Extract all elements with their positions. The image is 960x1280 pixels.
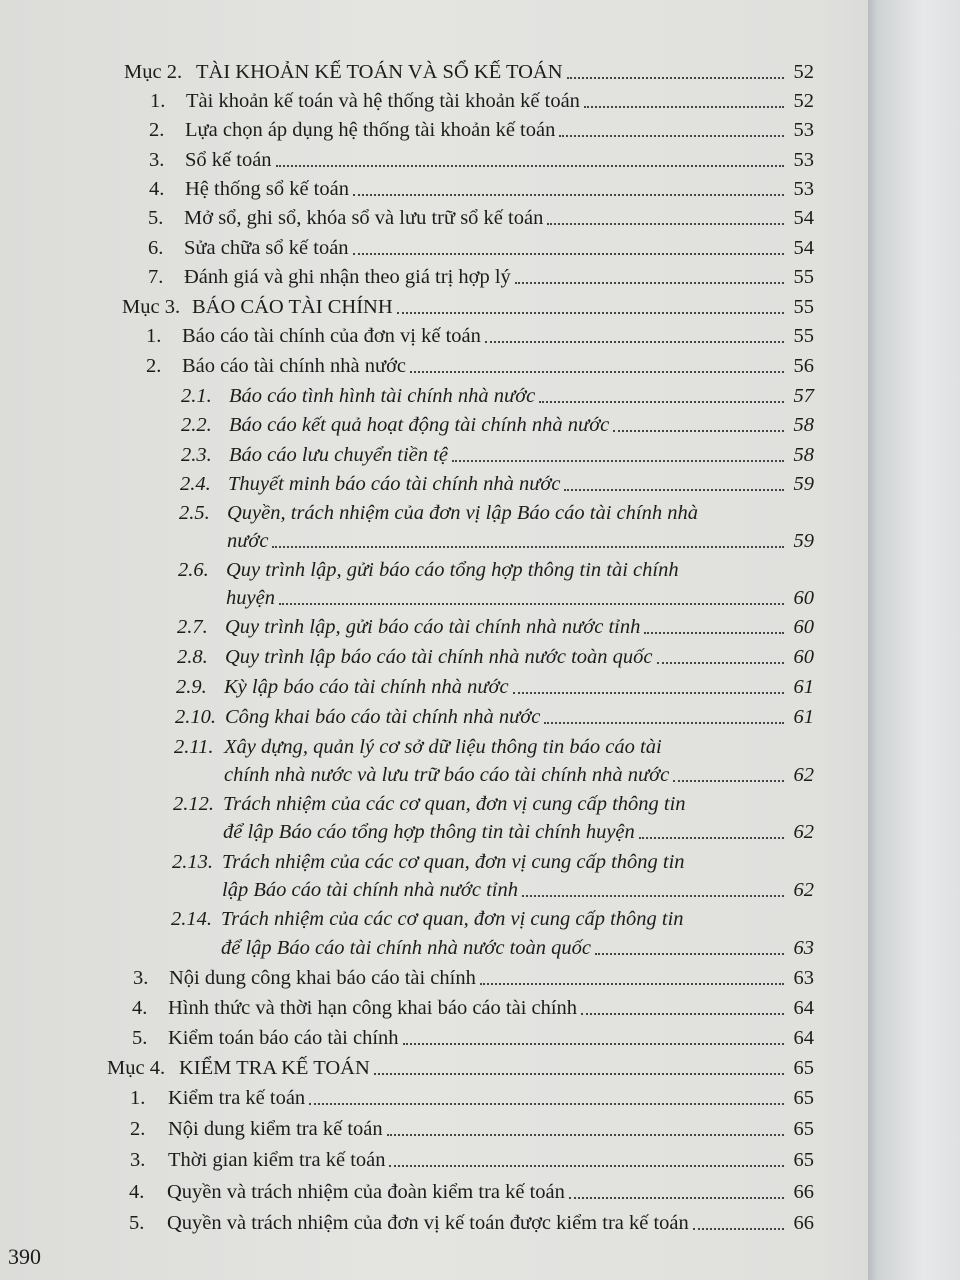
entry-page: 59: [793, 473, 814, 495]
dot-leader: [644, 632, 784, 634]
entry-number: 1.: [146, 325, 162, 347]
dot-leader: [353, 194, 784, 196]
entry-title: BÁO CÁO TÀI CHÍNH: [192, 296, 393, 318]
entry-page: 60: [793, 616, 814, 638]
entry-title: Sổ kế toán: [185, 149, 272, 171]
toc-entry[interactable]: [148, 206, 814, 230]
entry-title: Hình thức và thời hạn công khai báo cáo tài chính: [168, 997, 578, 1019]
entry-title: Công khai báo cáo tài chính nhà nước: [225, 706, 541, 728]
toc-entry[interactable]: [177, 645, 814, 669]
dot-leader: [547, 223, 784, 225]
entry-page: 57: [793, 385, 814, 407]
toc-entry[interactable]: [149, 118, 814, 142]
toc-entry[interactable]: [224, 763, 814, 787]
entry-title: Quyền và trách nhiệm của đoàn kiểm tra kế toán: [167, 1181, 565, 1203]
toc-entry[interactable]: [227, 529, 814, 553]
entry-number: 2.6.: [178, 559, 209, 581]
entry-number: 2.10.: [175, 706, 216, 728]
toc-entry-first-line[interactable]: [173, 792, 773, 816]
toc-entry[interactable]: [181, 413, 814, 437]
entry-number: 2.2.: [181, 414, 212, 436]
entry-title: Tài khoản kế toán và hệ thống tài khoản kế toán: [186, 90, 580, 112]
toc-entry[interactable]: [222, 878, 814, 902]
toc-entry[interactable]: [150, 89, 814, 113]
entry-number: 7.: [148, 266, 164, 288]
toc-entry[interactable]: [146, 354, 814, 378]
entry-number: 1.: [150, 90, 166, 112]
dot-leader: [276, 165, 784, 167]
entry-title: Kiểm tra kế toán: [168, 1087, 306, 1109]
toc-entry[interactable]: [129, 1180, 814, 1204]
entry-number: 2.9.: [176, 676, 207, 698]
entry-title: Sửa chữa sổ kế toán: [184, 237, 349, 259]
toc-entry[interactable]: [148, 236, 814, 260]
dot-leader: [564, 489, 784, 491]
toc-entry[interactable]: [107, 1056, 814, 1080]
entry-title: Mở sổ, ghi sổ, khóa sổ và lưu trữ sổ kế toán: [184, 207, 544, 229]
entry-page: 52: [793, 90, 814, 112]
toc-entry[interactable]: [149, 148, 814, 172]
entry-number: Mục 2.: [124, 61, 183, 83]
toc-entry[interactable]: [226, 586, 814, 610]
entry-page: 61: [793, 676, 814, 698]
page-number: 390: [8, 1244, 41, 1269]
entry-number: 2.: [149, 119, 165, 141]
toc-entry[interactable]: [133, 966, 814, 990]
entry-number: 2.: [130, 1118, 146, 1140]
entry-number: 2.13.: [172, 851, 213, 873]
entry-number: 2.7.: [177, 616, 208, 638]
dot-leader: [387, 1134, 784, 1136]
dot-leader: [480, 983, 784, 985]
dot-leader: [567, 77, 784, 79]
dot-leader: [613, 430, 784, 432]
dot-leader: [485, 341, 784, 343]
toc-entry[interactable]: [177, 615, 814, 639]
toc-entry[interactable]: [146, 324, 814, 348]
entry-page: 59: [793, 530, 814, 552]
toc-entry-first-line[interactable]: [179, 501, 779, 525]
entry-number: Mục 3.: [122, 296, 181, 318]
toc-entry[interactable]: [223, 820, 814, 844]
entry-number: 5.: [129, 1212, 145, 1234]
dot-leader: [595, 953, 784, 955]
dot-leader: [639, 837, 784, 839]
entry-title-continued: lập Báo cáo tài chính nhà nước tỉnh: [222, 879, 518, 901]
entry-title-continued: nước: [227, 530, 269, 552]
entry-title: Báo cáo tài chính của đơn vị kế toán: [182, 325, 481, 347]
entry-title: Kỳ lập báo cáo tài chính nhà nước: [224, 676, 509, 698]
entry-title: Quyền và trách nhiệm của đơn vị kế toán được kiểm tra kế toán: [167, 1212, 689, 1234]
toc-entry[interactable]: [122, 295, 814, 319]
dot-leader: [279, 603, 784, 605]
entry-title: Xây dựng, quản lý cơ sở dữ liệu thông tin báo cáo tài: [224, 736, 662, 758]
toc-entry[interactable]: [176, 675, 814, 699]
dot-leader: [581, 1013, 784, 1015]
entry-title: Báo cáo tài chính nhà nước: [182, 355, 407, 377]
entry-title: Trách nhiệm của các cơ quan, đơn vị cung cấp thông tin: [223, 793, 686, 815]
entry-page: 52: [793, 61, 814, 83]
dot-leader: [513, 692, 784, 694]
toc-entry[interactable]: [130, 1148, 814, 1172]
entry-page: 65: [793, 1057, 814, 1079]
entry-page: 62: [793, 879, 814, 901]
dot-leader: [584, 106, 784, 108]
entry-title: Quy trình lập báo cáo tài chính nhà nước toàn quốc: [225, 646, 653, 668]
entry-number: 5.: [148, 207, 164, 229]
entry-title: Nội dung công khai báo cáo tài chính: [169, 967, 476, 989]
entry-page: 62: [793, 821, 814, 843]
entry-page: 53: [793, 178, 814, 200]
entry-number: 6.: [148, 237, 164, 259]
toc-entry-first-line[interactable]: [172, 850, 772, 874]
entry-title: Báo cáo lưu chuyển tiền tệ: [229, 444, 448, 466]
dot-leader: [539, 401, 784, 403]
entry-number: 2.8.: [177, 646, 208, 668]
entry-page: 65: [793, 1087, 814, 1109]
entry-title-continued: để lập Báo cáo tài chính nhà nước toàn quốc: [221, 937, 591, 959]
entry-page: 55: [793, 296, 814, 318]
entry-title: Đánh giá và ghi nhận theo giá trị hợp lý: [184, 266, 511, 288]
dot-leader: [374, 1073, 784, 1075]
toc-entry[interactable]: [181, 443, 814, 467]
dot-leader: [452, 460, 784, 462]
entry-title: Báo cáo kết quả hoạt động tài chính nhà nước: [229, 414, 610, 436]
entry-page: 64: [793, 997, 814, 1019]
dot-leader: [272, 546, 784, 548]
dot-leader: [515, 282, 784, 284]
toc-entry[interactable]: [129, 1211, 814, 1235]
entry-page: 53: [793, 149, 814, 171]
dot-leader: [559, 135, 784, 137]
toc-entry[interactable]: [130, 1086, 814, 1110]
toc-entry-first-line[interactable]: [174, 735, 774, 759]
dot-leader: [410, 371, 784, 373]
dot-leader: [309, 1103, 784, 1105]
entry-title: Quyền, trách nhiệm của đơn vị lập Báo cáo tài chính nhà: [227, 502, 698, 524]
entry-title: Lựa chọn áp dụng hệ thống tài khoản kế toán: [185, 119, 556, 141]
entry-title: Báo cáo tình hình tài chính nhà nước: [229, 385, 536, 407]
toc-entry[interactable]: [221, 936, 814, 960]
entry-title: TÀI KHOẢN KẾ TOÁN VÀ SỔ KẾ TOÁN: [196, 61, 563, 83]
entry-title-continued: chính nhà nước và lưu trữ báo cáo tài chính nhà nước: [224, 764, 670, 786]
entry-number: 2.11.: [174, 736, 214, 758]
entry-title: KIỂM TRA KẾ TOÁN: [179, 1057, 370, 1079]
entry-number: 4.: [132, 997, 148, 1019]
entry-number: 2.3.: [181, 444, 212, 466]
toc-entry[interactable]: [180, 472, 814, 496]
toc-entry-first-line[interactable]: [178, 558, 778, 582]
entry-title: Trách nhiệm của các cơ quan, đơn vị cung cấp thông tin: [221, 908, 684, 930]
entry-number: 4.: [129, 1181, 145, 1203]
entry-number: 2.14.: [171, 908, 212, 930]
toc-entry[interactable]: [149, 177, 814, 201]
toc-entry[interactable]: [181, 384, 814, 408]
toc-entry[interactable]: [148, 265, 814, 289]
entry-number: 2.1.: [181, 385, 212, 407]
toc-entry[interactable]: [132, 1026, 814, 1050]
entry-page: 62: [793, 764, 814, 786]
entry-page: 66: [793, 1212, 814, 1234]
entry-page: 54: [793, 237, 814, 259]
toc-entry[interactable]: [124, 60, 814, 84]
dot-leader: [397, 312, 784, 314]
dot-leader: [693, 1228, 784, 1230]
toc-entry[interactable]: [132, 996, 814, 1020]
entry-number: 5.: [132, 1027, 148, 1049]
entry-page: 65: [793, 1149, 814, 1171]
entry-title: Quy trình lập, gửi báo cáo tài chính nhà nước tỉnh: [225, 616, 641, 638]
entry-page: 58: [793, 414, 814, 436]
entry-title: Kiểm toán báo cáo tài chính: [168, 1027, 399, 1049]
entry-number: 2.12.: [173, 793, 214, 815]
dot-leader: [403, 1043, 784, 1045]
entry-number: 2.4.: [180, 473, 211, 495]
entry-title: Thuyết minh báo cáo tài chính nhà nước: [228, 473, 561, 495]
dot-leader: [657, 662, 784, 664]
entry-page: 60: [793, 646, 814, 668]
entry-page: 66: [793, 1181, 814, 1203]
dot-leader: [673, 780, 784, 782]
dot-leader: [522, 895, 784, 897]
entry-title: Thời gian kiểm tra kế toán: [168, 1149, 386, 1171]
entry-page: 53: [793, 119, 814, 141]
entry-number: 1.: [130, 1087, 146, 1109]
entry-title-continued: huyện: [226, 587, 275, 609]
entry-page: 55: [793, 325, 814, 347]
toc-entry[interactable]: [130, 1117, 814, 1141]
entry-page: 61: [793, 706, 814, 728]
entry-number: 2.5.: [179, 502, 210, 524]
entry-title: Trách nhiệm của các cơ quan, đơn vị cung cấp thông tin: [222, 851, 685, 873]
entry-number: 3.: [133, 967, 149, 989]
entry-number: 2.: [146, 355, 162, 377]
entry-title: Nội dung kiểm tra kế toán: [168, 1118, 383, 1140]
entry-page: 65: [793, 1118, 814, 1140]
entry-number: 3.: [130, 1149, 146, 1171]
entry-number: 3.: [149, 149, 165, 171]
entry-page: 64: [793, 1027, 814, 1049]
dot-leader: [353, 253, 784, 255]
toc-entry-first-line[interactable]: [171, 907, 771, 931]
entry-number: 4.: [149, 178, 165, 200]
entry-page: 63: [793, 937, 814, 959]
dot-leader: [389, 1165, 784, 1167]
entry-page: 58: [793, 444, 814, 466]
toc-entry[interactable]: [175, 705, 814, 729]
entry-page: 56: [793, 355, 814, 377]
entry-number: Mục 4.: [107, 1057, 166, 1079]
entry-page: 54: [793, 207, 814, 229]
dot-leader: [569, 1197, 784, 1199]
entry-title: Hệ thống sổ kế toán: [185, 178, 349, 200]
entry-title: Quy trình lập, gửi báo cáo tổng hợp thông tin tài chính: [226, 559, 679, 581]
dot-leader: [544, 722, 784, 724]
entry-page: 55: [793, 266, 814, 288]
entry-title-continued: để lập Báo cáo tổng hợp thông tin tài chính huyện: [223, 821, 635, 843]
entry-page: 63: [793, 967, 814, 989]
entry-page: 60: [793, 587, 814, 609]
